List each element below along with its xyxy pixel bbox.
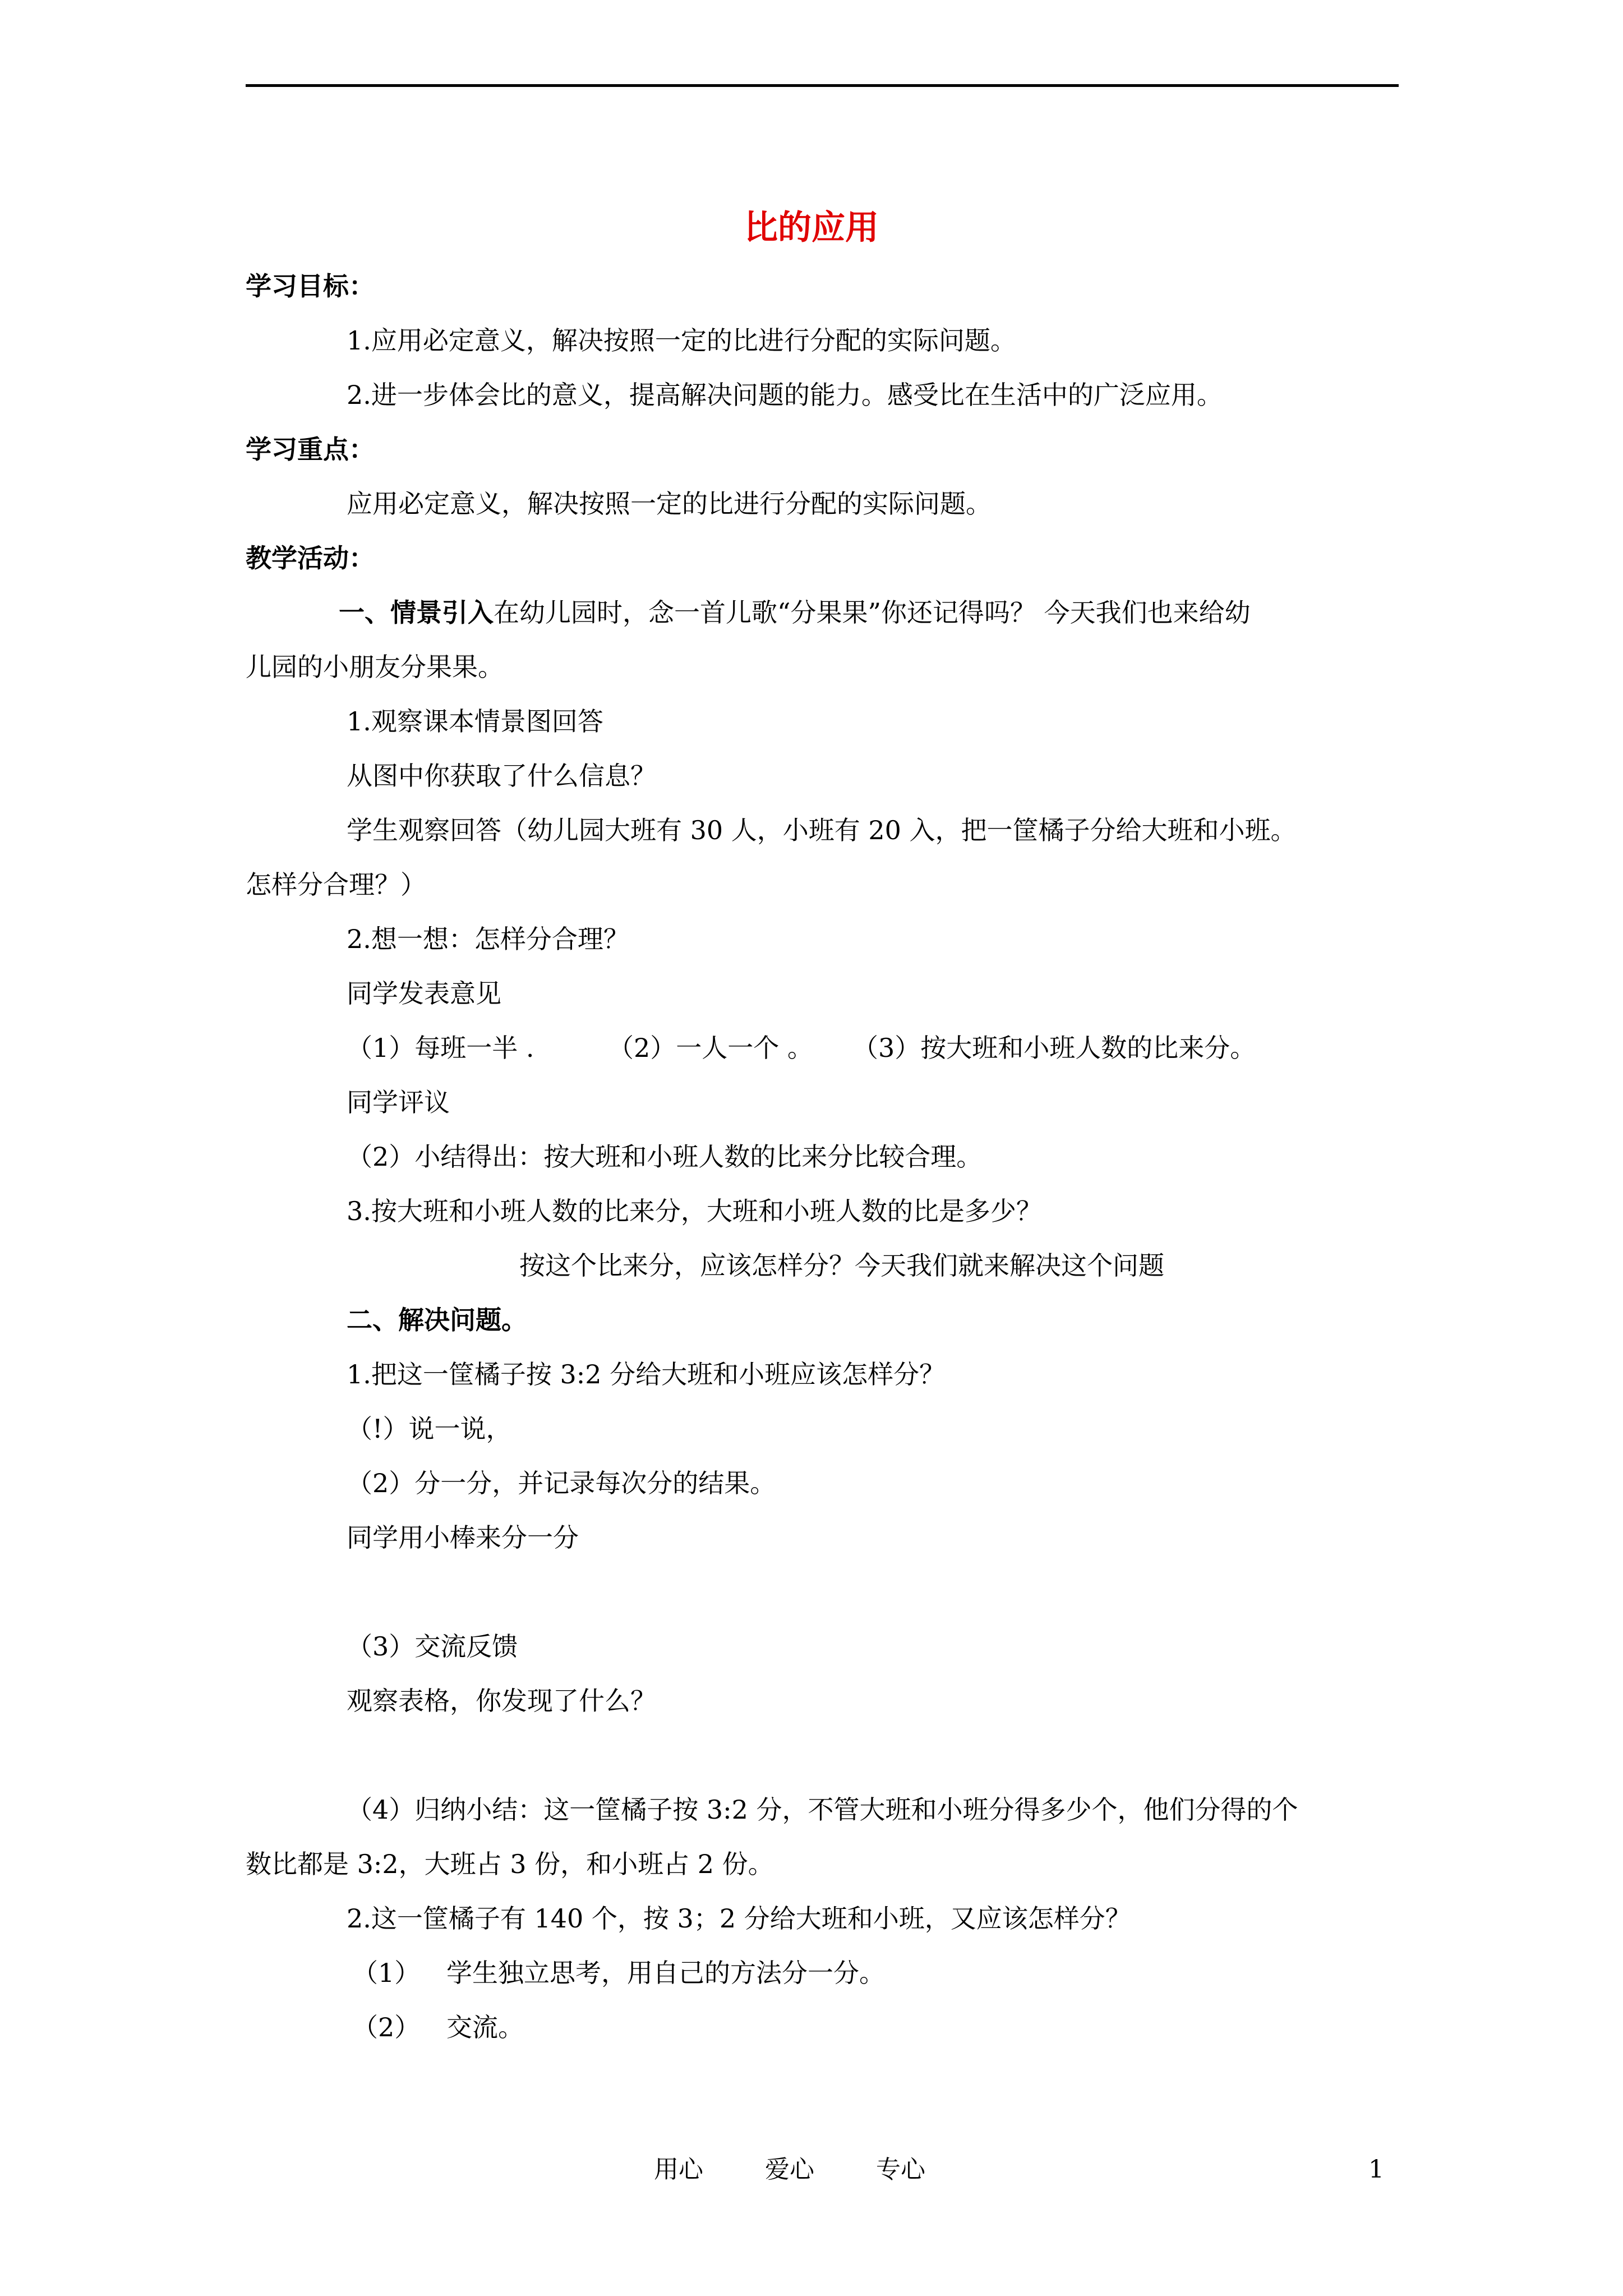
goal-2: 2.进一步体会比的意义，提高解决问题的能力。感受比在生活中的广泛应用。 [347, 380, 1223, 410]
page-number: 1 [1368, 2155, 1384, 2184]
review-line: 同学评议 [347, 1087, 450, 1117]
step-1: 1.观察课本情景图回答 [347, 706, 603, 737]
focus-text: 应用必定意义，解决按照一定的比进行分配的实际问题。 [347, 489, 992, 519]
step-3: 3.按大班和小班人数的比来分，大班和小班人数的比是多少？ [347, 1196, 1042, 1226]
say-it: （!）说一说， [347, 1414, 512, 1444]
summary-line: （2）小结得出：按大班和小班人数的比来分比较合理。 [347, 1142, 983, 1172]
sticks-line: 同学用小棒来分一分 [347, 1522, 579, 1553]
item-2-number: （2） [352, 2012, 421, 2042]
option-2: （2）一人一个 。 [608, 1033, 813, 1063]
conclusion: （4）归纳小结：这一筐橘子按 3:2 分，不管大班和小班分得多少个，他们分得的个 [347, 1795, 1298, 1825]
step-2: 2.想一想：怎样分合理？ [347, 924, 629, 954]
page-title: 比的应用 [744, 208, 879, 247]
footer-motto-2: 爱心 [765, 2155, 814, 2184]
item-1-number: （1） [352, 1958, 421, 1988]
intro-paragraph [339, 596, 1251, 629]
intro-continued: 儿园的小朋友分果果。 [246, 652, 504, 682]
item-1-text: 学生独立思考，用自己的方法分一分。 [446, 1958, 885, 1988]
header-rule [246, 84, 1399, 87]
option-1: （1）每班一半 . [347, 1033, 534, 1063]
footer-motto-3: 专心 [876, 2155, 925, 2184]
part2-heading: 二、解决问题。 [347, 1305, 527, 1335]
question-2-1: 1.把这一筐橘子按 3:2 分给大班和小班应该怎样分？ [347, 1359, 946, 1389]
goals-heading: 学习目标： [246, 271, 375, 301]
part1-heading: 一、情景引入 [339, 597, 494, 628]
conclusion-continued: 数比都是 3:2，大班占 3 份，和小班占 2 份。 [246, 1849, 774, 1879]
question-1: 从图中你获取了什么信息？ [347, 761, 656, 791]
activity-heading: 教学活动： [246, 543, 375, 573]
feedback-line: （3）交流反馈 [347, 1631, 518, 1662]
answer-1-continued: 怎样分合理？） [246, 869, 426, 900]
observe-table: 观察表格，你发现了什么？ [347, 1686, 656, 1716]
option-3: （3）按大班和小班人数的比来分。 [852, 1033, 1256, 1063]
question-2-2: 2.这一筐橘子有 140 个，按 3；2 分给大班和小班，又应该怎样分？ [347, 1903, 1131, 1934]
footer-motto-1: 用心 [654, 2155, 703, 2184]
opinions-line: 同学发表意见 [347, 978, 501, 1009]
item-2-text: 交流。 [446, 2012, 524, 2042]
answer-1: 学生观察回答（幼儿园大班有 30 人，小班有 20 入，把一筐橘子分给大班和小班。 [347, 815, 1297, 845]
intro-text: 在幼儿园时，念一首儿歌“分果果”你还记得吗？ 今天我们也来给幼 [494, 597, 1251, 628]
divide-it: （2）分一分，并记录每次分的结果。 [347, 1468, 776, 1498]
goal-1: 1.应用必定意义，解决按照一定的比进行分配的实际问题。 [347, 325, 1016, 356]
focus-heading: 学习重点： [246, 434, 375, 464]
step-3-continued: 按这个比来分，应该怎样分？今天我们就来解决这个问题 [519, 1250, 1164, 1281]
